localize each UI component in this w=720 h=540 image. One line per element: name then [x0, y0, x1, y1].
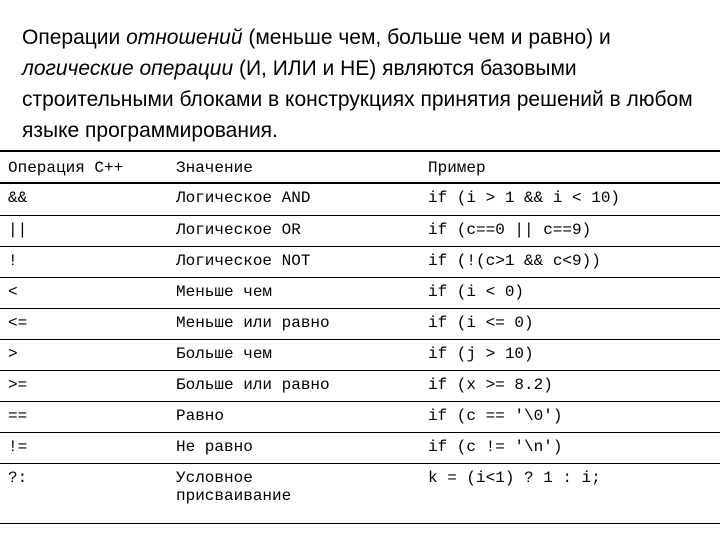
- table-row: [0, 401, 720, 432]
- meaning-cell: Меньше или равно: [168, 308, 420, 339]
- operator-cell: <: [0, 277, 168, 308]
- table-row: [0, 463, 720, 523]
- meaning-cell: Логическое AND: [168, 183, 420, 215]
- table-row: [0, 339, 720, 370]
- meaning-cell: Не равно: [168, 432, 420, 463]
- operator-cell: ||: [0, 215, 168, 246]
- table-header-row: [0, 151, 720, 183]
- operator-cell: <=: [0, 308, 168, 339]
- table-row: [0, 277, 720, 308]
- table-row: [0, 432, 720, 463]
- table-row: [0, 215, 720, 246]
- example-cell: if (i < 0): [420, 277, 720, 308]
- example-cell: if (i <= 0): [420, 308, 720, 339]
- operator-cell: >=: [0, 370, 168, 401]
- intro-text-3: (меньше чем, больше чем и равно) и: [242, 26, 611, 49]
- operator-cell: ==: [0, 401, 168, 432]
- operator-cell: &&: [0, 183, 168, 215]
- header-meaning: Значение: [168, 151, 420, 183]
- meaning-cell: Меньше чем: [168, 277, 420, 308]
- header-example: Пример: [420, 151, 720, 183]
- intro-text-1: Операции: [22, 26, 127, 49]
- example-cell: if (c == '\0'): [420, 401, 720, 432]
- meaning-cell: Условное присваивание: [168, 463, 420, 523]
- example-cell: if (!(c>1 && c<9)): [420, 246, 720, 277]
- table-row: [0, 370, 720, 401]
- intro-text-relational: отношений: [126, 26, 243, 49]
- table-row: [0, 183, 720, 215]
- meaning-cell: Логическое NOT: [168, 246, 420, 277]
- operator-cell: !: [0, 246, 168, 277]
- meaning-cell: Логическое OR: [168, 215, 420, 246]
- operators-table: [0, 150, 720, 524]
- example-cell: if (c==0 || c==9): [420, 215, 720, 246]
- example-cell: if (c != '\n'): [420, 432, 720, 463]
- operator-cell: !=: [0, 432, 168, 463]
- table-row: [0, 308, 720, 339]
- intro-paragraph: [22, 22, 712, 146]
- example-cell: if (x >= 8.2): [420, 370, 720, 401]
- intro-text-logical: логические операции: [22, 57, 234, 80]
- operator-cell: >: [0, 339, 168, 370]
- example-cell: if (j > 10): [420, 339, 720, 370]
- meaning-cell: Больше или равно: [168, 370, 420, 401]
- table-row: [0, 246, 720, 277]
- meaning-cell: Равно: [168, 401, 420, 432]
- example-cell: if (i > 1 && i < 10): [420, 183, 720, 215]
- header-operation: Операция C++: [0, 151, 168, 183]
- example-cell: k = (i<1) ? 1 : i;: [420, 463, 720, 523]
- operator-cell: ?:: [0, 463, 168, 523]
- intro-text-5: (И, ИЛИ и НЕ) являются базовыми строительными блоками в конструкциях принятия решений в любом языке программирования.: [22, 57, 693, 142]
- meaning-cell: Больше чем: [168, 339, 420, 370]
